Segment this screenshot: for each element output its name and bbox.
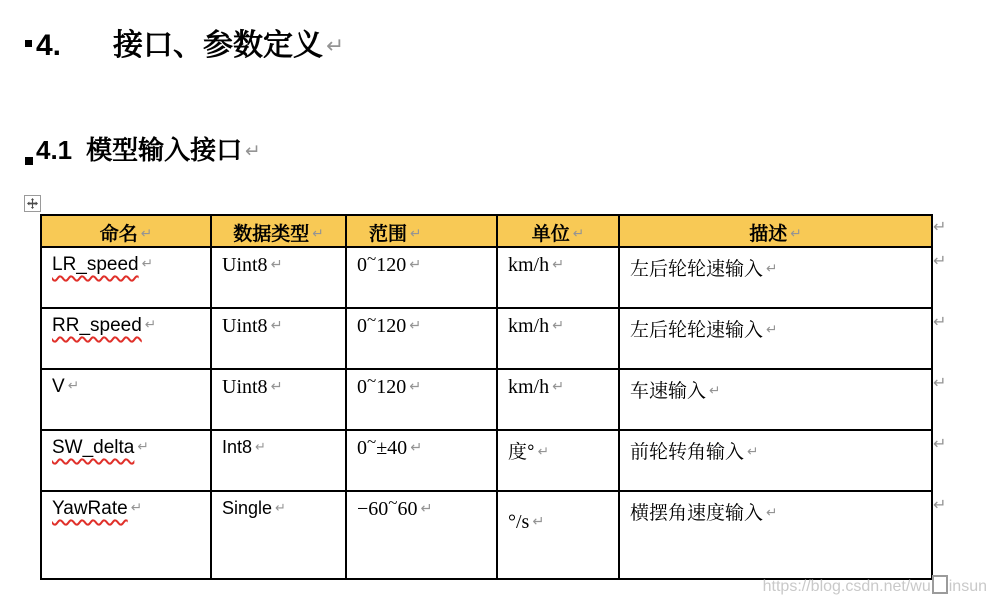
heading2-number: 4.1 xyxy=(36,135,73,165)
cell-range[interactable] xyxy=(346,430,497,491)
cell-unit[interactable] xyxy=(497,247,619,308)
header-label: 单位 xyxy=(531,224,570,245)
cell-unit[interactable] xyxy=(497,308,619,369)
pilcrow-icon: ↵ xyxy=(270,318,283,334)
cell-text: km/h xyxy=(508,315,550,337)
header-cell-name[interactable] xyxy=(41,215,211,247)
cell-text: 左后轮轮速输入 xyxy=(630,259,764,280)
header-cell-unit[interactable] xyxy=(497,215,619,247)
cell-text: Int8 xyxy=(222,437,253,457)
header-label: 命名 xyxy=(99,224,138,245)
cell-range[interactable] xyxy=(346,308,497,369)
pilcrow-icon: ↵ xyxy=(275,501,286,516)
header-cell-desc[interactable] xyxy=(619,215,932,247)
pilcrow-icon: ↵ xyxy=(420,501,433,517)
cell-text: 度° xyxy=(508,442,535,463)
move-cross-icon xyxy=(27,198,38,209)
heading1[interactable] xyxy=(36,20,344,64)
cell-desc[interactable] xyxy=(619,369,932,430)
header-cell-range[interactable] xyxy=(346,215,497,247)
pilcrow-icon: ↵ xyxy=(766,505,778,521)
pilcrow-icon: ↵ xyxy=(245,141,261,162)
cell-range[interactable] xyxy=(346,491,497,579)
pilcrow-icon: ↵ xyxy=(572,226,585,242)
cell-unit[interactable] xyxy=(497,491,619,579)
cell-range[interactable] xyxy=(346,247,497,308)
pilcrow-icon: ↵ xyxy=(137,439,149,455)
pilcrow-icon: ↵ xyxy=(537,444,550,460)
table-header-row xyxy=(41,215,932,247)
pilcrow-icon: ↵ xyxy=(312,226,324,242)
cell-desc[interactable] xyxy=(619,308,932,369)
watermark-prefix: https://blog.csdn.net/wu xyxy=(762,578,931,595)
io-interface-table xyxy=(40,214,933,580)
pilcrow-icon: ↵ xyxy=(140,226,153,242)
end-of-row-mark-icon: ↵ xyxy=(933,434,947,453)
pilcrow-icon: ↵ xyxy=(255,440,266,455)
cell-text: Uint8 xyxy=(222,376,268,398)
pilcrow-icon: ↵ xyxy=(67,378,80,394)
cell-text: 0~120 xyxy=(357,249,407,276)
header-label: 范围 xyxy=(369,224,408,245)
cell-name[interactable] xyxy=(41,247,211,308)
pilcrow-icon: ↵ xyxy=(766,261,778,277)
cell-type[interactable] xyxy=(211,369,346,430)
cell-text: −60~60 xyxy=(357,493,418,520)
cell-type[interactable] xyxy=(211,247,346,308)
cell-type[interactable] xyxy=(211,430,346,491)
heading1-title: 接口、参数定义 xyxy=(113,29,324,62)
watermark xyxy=(763,575,987,596)
cell-type[interactable] xyxy=(211,308,346,369)
pilcrow-icon: ↵ xyxy=(410,226,422,242)
heading1-square-bullet xyxy=(25,40,32,47)
end-of-row-mark-icon: ↵ xyxy=(933,251,947,270)
pilcrow-icon: ↵ xyxy=(409,257,422,273)
table-row xyxy=(41,369,932,430)
cell-text: V xyxy=(52,376,65,397)
cell-text: km/h xyxy=(508,254,550,276)
heading1-number: 4. xyxy=(36,29,62,62)
table-row xyxy=(41,430,932,491)
header-label: 描述 xyxy=(749,224,788,245)
table-row xyxy=(41,308,932,369)
cell-type[interactable] xyxy=(211,491,346,579)
end-of-row-mark-icon: ↵ xyxy=(933,373,947,392)
pilcrow-icon: ↵ xyxy=(552,318,565,334)
pilcrow-icon: ↵ xyxy=(410,440,423,456)
header-cell-type[interactable] xyxy=(211,215,346,247)
cell-text: 左后轮轮速输入 xyxy=(630,320,764,341)
watermark-suffix: insun xyxy=(948,578,987,595)
pilcrow-icon: ↵ xyxy=(552,379,565,395)
cell-text: YawRate xyxy=(52,498,128,519)
cell-text: 0~120 xyxy=(357,371,407,398)
missing-glyph-box-icon xyxy=(932,575,948,594)
cell-desc[interactable] xyxy=(619,491,932,579)
pilcrow-icon: ↵ xyxy=(144,317,157,333)
pilcrow-icon: ↵ xyxy=(766,322,778,338)
cell-range[interactable] xyxy=(346,369,497,430)
cell-desc[interactable] xyxy=(619,430,932,491)
pilcrow-icon: ↵ xyxy=(326,34,345,59)
pilcrow-icon: ↵ xyxy=(552,257,565,273)
heading2[interactable] xyxy=(36,130,261,167)
cell-name[interactable] xyxy=(41,369,211,430)
pilcrow-icon: ↵ xyxy=(409,379,422,395)
end-of-row-mark-icon: ↵ xyxy=(933,312,947,331)
pilcrow-icon: ↵ xyxy=(790,226,802,242)
cell-unit[interactable] xyxy=(497,369,619,430)
table-row xyxy=(41,247,932,308)
end-of-row-mark-icon: ↵ xyxy=(933,217,947,236)
cell-text: °/s xyxy=(508,511,530,533)
cell-text: 横摆角速度输入 xyxy=(630,503,764,524)
pilcrow-icon: ↵ xyxy=(747,444,759,460)
pilcrow-icon: ↵ xyxy=(141,256,154,272)
cell-text: Uint8 xyxy=(222,315,268,337)
cell-text: km/h xyxy=(508,376,550,398)
cell-text: 0~±40 xyxy=(357,432,408,459)
end-of-row-mark-icon: ↵ xyxy=(933,495,947,514)
header-label: 数据类型 xyxy=(233,224,310,245)
pilcrow-icon: ↵ xyxy=(532,514,545,530)
cell-text: Single xyxy=(222,498,273,518)
pilcrow-icon: ↵ xyxy=(709,383,721,399)
pilcrow-icon: ↵ xyxy=(409,318,422,334)
cell-name[interactable] xyxy=(41,491,211,579)
pilcrow-icon: ↵ xyxy=(270,379,283,395)
heading2-square-bullet xyxy=(25,157,33,165)
cell-text: 前轮转角输入 xyxy=(630,442,745,463)
cell-desc[interactable] xyxy=(619,247,932,308)
cell-text: 0~120 xyxy=(357,310,407,337)
cell-text: Uint8 xyxy=(222,254,268,276)
cell-name[interactable] xyxy=(41,430,211,491)
cell-name[interactable] xyxy=(41,308,211,369)
table-row xyxy=(41,491,932,579)
cell-unit[interactable] xyxy=(497,430,619,491)
cell-text: 车速输入 xyxy=(630,381,707,402)
pilcrow-icon: ↵ xyxy=(130,500,143,516)
heading2-title: 模型输入接口 xyxy=(86,135,243,165)
pilcrow-icon: ↵ xyxy=(270,257,283,273)
cell-text: LR_speed xyxy=(52,254,139,275)
cell-text: RR_speed xyxy=(52,315,142,336)
table-move-handle[interactable] xyxy=(24,195,41,212)
cell-text: SW_delta xyxy=(52,437,135,458)
